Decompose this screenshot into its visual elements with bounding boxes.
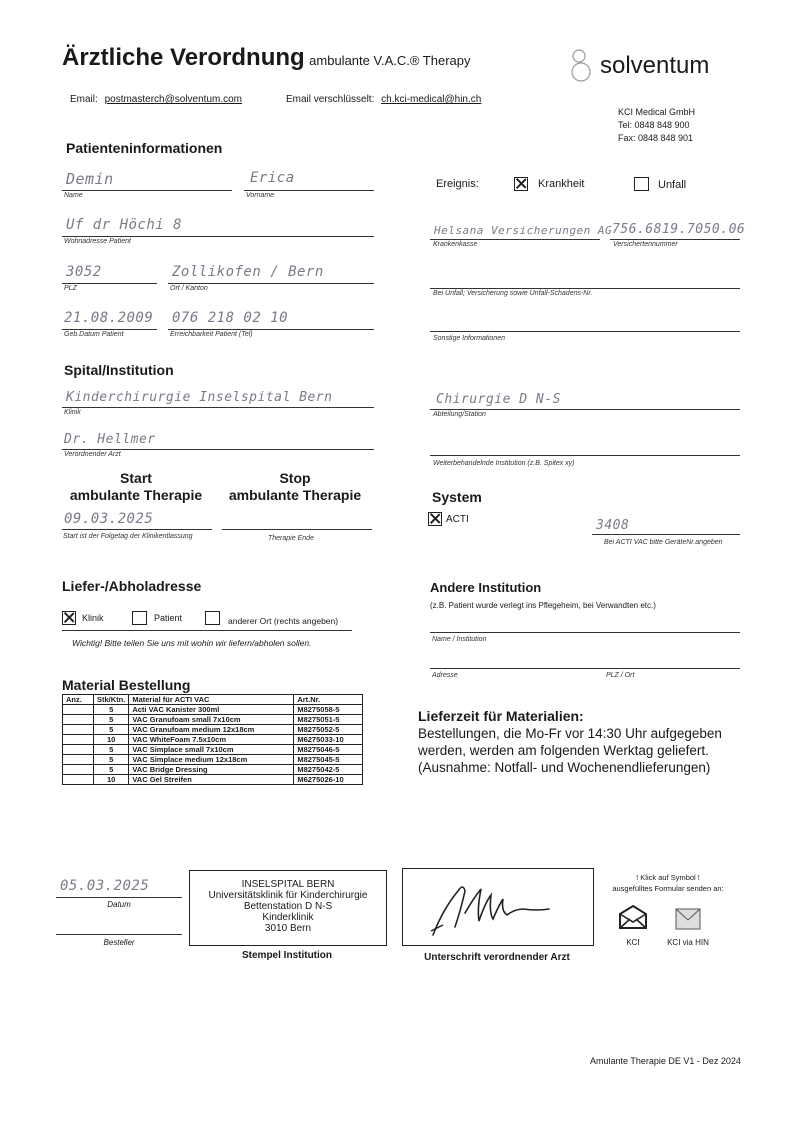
email-label: Email: <box>70 94 98 105</box>
acti-label: ACTI <box>446 514 469 525</box>
brand-tel: Tel: 0848 848 900 <box>618 120 690 130</box>
send-kci-mail-icon[interactable] <box>618 904 648 930</box>
patient-ort-value[interactable]: Zollikofen / Bern <box>172 264 324 280</box>
form-subtitle: ambulante V.A.C.® Therapy <box>309 53 471 68</box>
material-anz-cell[interactable] <box>63 715 94 725</box>
material-col-art: Art.Nr. <box>294 695 363 705</box>
material-col-anz: Anz. <box>63 695 94 705</box>
other-institution-title: Andere Institution <box>430 580 542 595</box>
start-date-value[interactable]: 09.03.2025 <box>64 511 154 527</box>
material-anz-cell[interactable] <box>63 705 94 715</box>
patient-dob-label: Geb.Datum Patient <box>64 331 124 338</box>
arzt-label: Verordnender Arzt <box>64 451 121 458</box>
stamp-box <box>189 870 387 946</box>
brand-name: solventum <box>600 52 710 79</box>
brand-fax: Fax: 0848 848 901 <box>618 133 694 143</box>
email-encrypted-row <box>286 94 481 105</box>
other-name-label: Name / Institution <box>432 636 487 643</box>
krankheit-label: Krankheit <box>538 178 585 190</box>
klinik-value[interactable]: Kinderchirurgie Inselspital Bern <box>66 390 333 405</box>
end-date-label: Therapie Ende <box>268 535 314 542</box>
material-stk-cell: 5 <box>94 715 129 725</box>
krankheit-checkbox[interactable] <box>514 177 528 191</box>
material-anz-cell[interactable] <box>63 745 94 755</box>
signature-box[interactable] <box>402 868 594 946</box>
material-art-cell: M8275051-5 <box>294 715 363 725</box>
material-stk-cell: 5 <box>94 755 129 765</box>
versnr-label: Versichertennummer <box>613 241 678 248</box>
klinik-label: Klinik <box>64 409 81 416</box>
kasse-label: Krankenkasse <box>433 241 478 248</box>
material-stk-cell: 5 <box>94 705 129 715</box>
form-version: Amulante Therapie DE V1 - Dez 2024 <box>590 1056 741 1066</box>
unfall-label: Unfall <box>658 179 687 191</box>
sonstige-label: Sonstige Informationen <box>433 335 505 342</box>
material-anz-cell[interactable] <box>63 755 94 765</box>
unfall-checkbox[interactable] <box>634 177 649 191</box>
solventum-logo-icon <box>566 44 596 86</box>
footer-date-value[interactable]: 05.03.2025 <box>60 878 150 894</box>
signature-graphic <box>403 869 593 945</box>
material-name-cell: VAC Bridge Dressing <box>129 765 294 775</box>
device-nr-value[interactable]: 3408 <box>596 518 630 533</box>
material-stk-cell: 5 <box>94 725 129 735</box>
delivery-klinik-label: Klinik <box>82 613 104 623</box>
material-stk-cell: 5 <box>94 765 129 775</box>
patient-ort-label: Ort / Kanton <box>170 285 208 292</box>
material-row <box>63 735 363 745</box>
material-name-cell: VAC WhiteFoam 7.5x10cm <box>129 735 294 745</box>
stamp-line-1: INSELSPITAL BERN <box>241 879 335 890</box>
material-row <box>63 725 363 735</box>
spital-section-title: Spital/Institution <box>64 362 174 378</box>
delivery-patient-checkbox[interactable] <box>132 611 147 625</box>
email-encrypted-link[interactable]: ch.kci-medical@hin.ch <box>381 94 482 105</box>
patient-name-label: Name <box>64 192 83 199</box>
unfall-versicherung-label: Bei Unfall; Versicherung sowie Unfall-Schadens-Nr. <box>433 290 593 297</box>
delivery-section-title: Liefer-/Abholadresse <box>62 578 202 594</box>
material-stk-cell: 10 <box>94 775 129 785</box>
patient-vorname-value[interactable]: Erica <box>250 170 295 186</box>
stamp-line-4: Kinderklinik <box>262 912 314 923</box>
delivery-patient-label: Patient <box>154 613 183 623</box>
material-art-cell: M8275045-5 <box>294 755 363 765</box>
footer-date-label: Datum <box>107 900 131 909</box>
material-art-cell: M8275042-5 <box>294 765 363 775</box>
material-name-cell: VAC Granufoam medium 12x18cm <box>129 725 294 735</box>
material-art-cell: M8275052-5 <box>294 725 363 735</box>
form-title-row <box>62 44 471 72</box>
lieferzeit-title: Lieferzeit für Materialien: <box>418 708 584 724</box>
material-art-cell: M6275026-10 <box>294 775 363 785</box>
patient-plz-label: PLZ <box>64 285 77 292</box>
patient-vorname-label: Vorname <box>246 192 275 199</box>
material-anz-cell[interactable] <box>63 765 94 775</box>
abteilung-label: Abteilung/Station <box>433 411 486 418</box>
send-hin-label: KCI via HIN <box>667 938 709 947</box>
delivery-note: Wichtig! Bitte teilen Sie uns mit wohin wir liefern/abholen sollen. <box>72 638 312 648</box>
form-title: Ärztliche Verordnung <box>62 44 305 71</box>
other-institution-note: (z.B. Patient wurde verlegt ins Pflegeheim, bei Verwandten etc.) <box>430 601 656 610</box>
versnr-value[interactable]: 756.6819.7050.06 <box>612 222 746 237</box>
patient-plz-value[interactable]: 3052 <box>66 264 102 280</box>
acti-checkbox[interactable] <box>428 512 442 526</box>
material-row <box>63 765 363 775</box>
arzt-value[interactable]: Dr. Hellmer <box>64 432 156 447</box>
material-section-title: Material Bestellung <box>62 677 191 693</box>
send-kci-label: KCI <box>626 938 640 947</box>
material-table <box>62 694 363 785</box>
system-section-title: System <box>432 489 482 505</box>
patient-phone-value[interactable]: 076 218 02 10 <box>172 310 289 326</box>
start-date-label: Start ist der Folgetag der Klinikentlassung <box>63 533 193 540</box>
material-row <box>63 715 363 725</box>
event-label: Ereignis: <box>436 178 479 190</box>
stamp-line-3: Bettenstation D N-S <box>243 901 333 912</box>
delivery-klinik-checkbox[interactable] <box>62 611 76 625</box>
material-name-cell: VAC Simplace small 7x10cm <box>129 745 294 755</box>
email-encrypted-label: Email verschlüsselt: <box>286 94 375 105</box>
kasse-value[interactable]: Helsana Versicherungen AG <box>434 224 613 237</box>
delivery-other-checkbox[interactable] <box>205 611 220 625</box>
stamp-line-5: 3010 Bern <box>264 923 312 934</box>
material-name-cell: VAC Gel Streifen <box>129 775 294 785</box>
email-link[interactable]: postmasterch@solventum.com <box>104 94 242 105</box>
start-therapy-title: Start ambulante Therapie <box>69 470 203 503</box>
stamp-line-2: Universitätsklinik für Kinderchirurgie <box>208 890 368 901</box>
material-art-cell: M6275033-10 <box>294 735 363 745</box>
brand-company: KCI Medical GmbH <box>618 107 696 117</box>
weiter-institution-label: Weiterbehandelnde Institution (z.B. Spitex xy) <box>433 460 575 467</box>
material-anz-cell[interactable] <box>63 725 94 735</box>
brand-contact <box>618 106 695 145</box>
material-row <box>63 705 363 715</box>
device-nr-label: Bei ACTI VAC bitte GeräteNr.angeben <box>604 539 723 546</box>
send-instructions: ! Klick auf Symbol ! ausgefülltes Formular senden an: <box>612 873 724 893</box>
besteller-label: Besteller <box>103 938 135 947</box>
material-col-name: Material für ACTI VAC <box>129 695 294 705</box>
patient-address-label: Wohnadresse Patient <box>64 238 131 245</box>
patient-section-title: Patienteninformationen <box>66 140 223 156</box>
material-stk-cell: 5 <box>94 745 129 755</box>
material-name-cell: Acti VAC Kanister 300ml <box>129 705 294 715</box>
other-plz-label: PLZ / Ort <box>606 672 635 679</box>
delivery-other-label: anderer Ort (rechts angeben) <box>228 616 339 626</box>
material-col-stk: Stk/Ktn. <box>94 695 129 705</box>
material-name-cell: VAC Granufoam small 7x10cm <box>129 715 294 725</box>
material-anz-cell[interactable] <box>63 775 94 785</box>
lieferzeit-text: Bestellungen, die Mo-Fr vor 14:30 Uhr aufgegeben werden, werden am folgenden Werktag geliefert. (Ausnahme: Notfall- und Wochenendlieferungen) <box>418 726 722 775</box>
email-row <box>70 94 242 105</box>
material-row <box>63 775 363 785</box>
patient-dob-value[interactable]: 21.08.2009 <box>64 310 154 326</box>
material-name-cell: VAC Simplace medium 12x18cm <box>129 755 294 765</box>
material-art-cell: M8275046-5 <box>294 745 363 755</box>
patient-name-value[interactable]: Demin <box>66 170 114 188</box>
material-row <box>63 745 363 755</box>
abteilung-value[interactable]: Chirurgie D N-S <box>436 392 561 407</box>
signature-label: Unterschrift verordnender Arzt <box>424 952 570 963</box>
material-header-row <box>63 695 363 705</box>
stop-therapy-title: Stop ambulante Therapie <box>228 470 362 503</box>
send-hin-mail-icon[interactable] <box>675 908 701 930</box>
stamp-label: Stempel Institution <box>242 950 332 961</box>
material-art-cell: M8275058-5 <box>294 705 363 715</box>
patient-phone-label: Erreichbarkeit Patient (Tel) <box>170 331 253 338</box>
material-anz-cell[interactable] <box>63 735 94 745</box>
material-row <box>63 755 363 765</box>
patient-address-value[interactable]: Uf dr Höchi 8 <box>66 217 183 233</box>
material-stk-cell: 10 <box>94 735 129 745</box>
other-address-label: Adresse <box>432 672 458 679</box>
